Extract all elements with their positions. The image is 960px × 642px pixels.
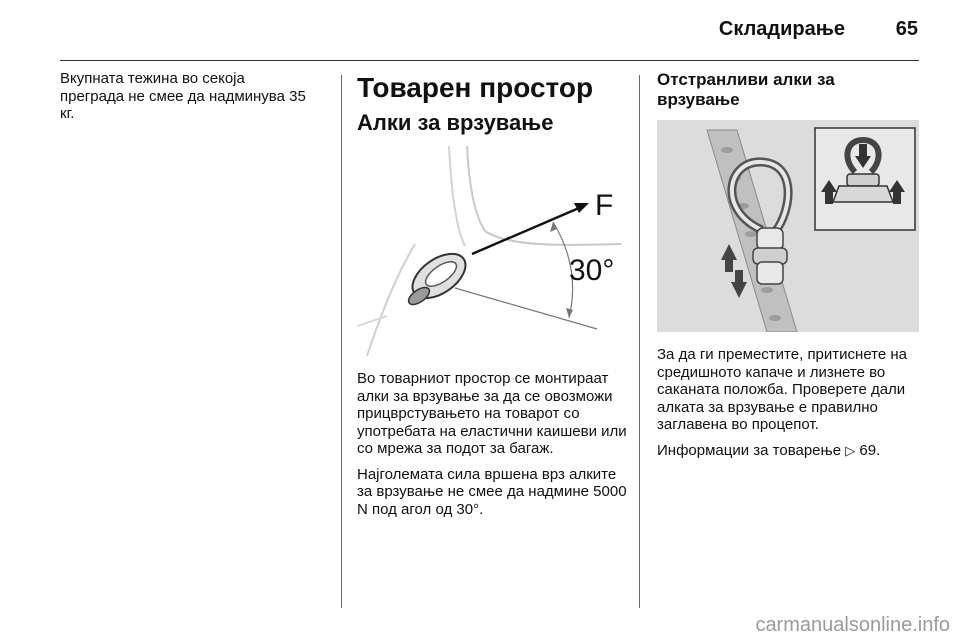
- weight-limit-paragraph: Вкупната тежина во секоја преграда не смее да надминува 35 кг.: [60, 70, 306, 122]
- removable-ring-figure: [657, 120, 919, 332]
- column-1: [60, 70, 310, 131]
- tie-down-description-paragraph: Во товарниот простор се монтираат алки за врзување за да се овозможи прицврстувањето на товарот со употребата на еластични каишеви или со мрежа за подот за багаж.: [357, 370, 627, 457]
- page-number: 65: [895, 18, 918, 40]
- angle-label: 30°: [569, 254, 615, 287]
- watermark: carmanualsonline.info: [755, 614, 950, 636]
- force-label: F: [595, 189, 614, 222]
- column-3: [657, 70, 922, 467]
- column-2: [357, 70, 627, 526]
- column-divider-1: [341, 75, 342, 608]
- running-header-title: Складирање: [718, 18, 845, 40]
- max-force-paragraph: Најголемата сила вршена врз алките за врзување не смее да надмине 5000 N под агол од 30°.: [357, 465, 627, 518]
- subsection-title: Алки за врзување: [357, 110, 554, 135]
- loading-info-text: Информации за товарење: [657, 441, 842, 459]
- removable-rings-title: Отстранливи алки за врзување: [657, 70, 835, 109]
- reference-page-link[interactable]: 69.: [859, 441, 881, 459]
- loading-info-reference: [657, 442, 922, 460]
- header-rule: [60, 60, 919, 61]
- section-title: Товарен простор: [357, 72, 594, 103]
- column-divider-2: [639, 75, 640, 608]
- relocation-instructions-paragraph: За да ги преместите, притиснете на средишното капаче и лизнете во саканата положба. Проверете дали алката за врзување е правилно заглавена во процепот.: [657, 346, 907, 433]
- triangle-reference-icon: ▷: [845, 442, 856, 458]
- tie-down-ring-figure: [357, 146, 621, 362]
